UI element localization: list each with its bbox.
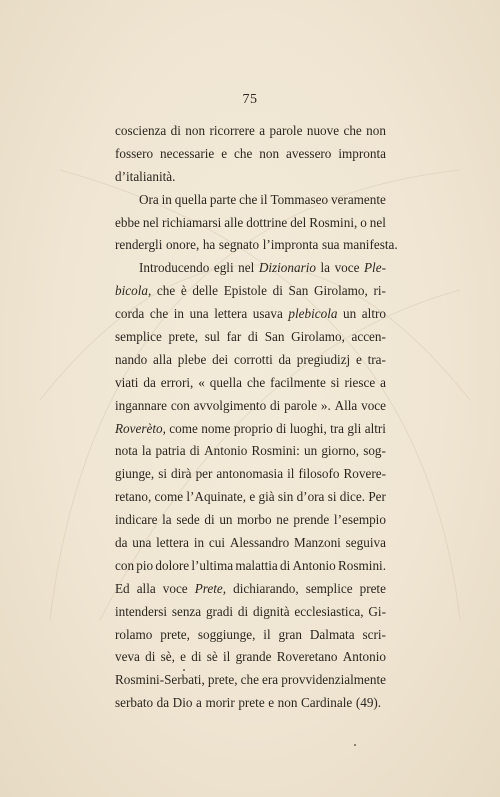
word: giunge, xyxy=(115,466,155,482)
word: luoghi, xyxy=(289,420,327,436)
word: avessero xyxy=(286,145,332,161)
word: voce xyxy=(334,260,360,276)
word: si xyxy=(330,374,340,390)
word: di xyxy=(247,329,259,345)
word: pregiudizj xyxy=(296,351,351,367)
word: che xyxy=(149,306,169,322)
word: ». xyxy=(320,397,331,413)
word: ecclesiastica, xyxy=(294,603,364,619)
text-line xyxy=(115,212,386,235)
word: parole xyxy=(269,123,303,138)
word: dei xyxy=(212,351,229,367)
word: a xyxy=(259,123,266,138)
word: plebe xyxy=(177,351,207,367)
word: giorno, xyxy=(321,443,360,459)
text-line xyxy=(115,601,386,624)
word: retano, xyxy=(115,489,152,505)
text-line xyxy=(115,120,386,143)
word: ricorrere xyxy=(209,123,255,138)
text-line xyxy=(115,166,386,189)
word: bicola, xyxy=(115,283,152,299)
word: grande xyxy=(235,649,272,665)
text-line xyxy=(115,440,386,463)
word: come xyxy=(154,489,184,505)
word: una xyxy=(189,306,209,322)
text-line xyxy=(115,349,386,372)
word: Antonio xyxy=(342,649,386,665)
word: altri xyxy=(364,420,386,436)
word: nel xyxy=(142,214,159,230)
word: malattia xyxy=(235,557,278,573)
text-line xyxy=(115,646,386,669)
word: non xyxy=(277,695,298,711)
word: egli xyxy=(213,260,234,276)
word: facilmente xyxy=(270,374,326,390)
word: senza xyxy=(171,603,202,619)
word: prete, xyxy=(160,626,190,642)
word: non xyxy=(185,123,206,138)
ink-speck xyxy=(183,669,185,671)
word: intendersi xyxy=(115,603,168,619)
word: con xyxy=(170,397,190,413)
word: gli xyxy=(347,420,362,436)
word: o xyxy=(360,214,367,230)
word: voce xyxy=(162,580,188,596)
word: la xyxy=(162,512,172,528)
word: a xyxy=(196,695,202,711)
word: nome xyxy=(201,420,231,436)
text-line xyxy=(115,509,386,532)
word: Epistole xyxy=(223,283,267,299)
word: ri- xyxy=(373,283,386,299)
word: una xyxy=(132,535,152,551)
word: necessarie xyxy=(160,145,215,161)
word: Ple- xyxy=(364,260,386,276)
word: Rosmini, xyxy=(309,214,358,230)
word: e xyxy=(180,649,187,665)
word: voce xyxy=(361,397,386,413)
word: corrotti xyxy=(233,351,273,367)
word: lettera xyxy=(214,306,248,322)
word: ebbe xyxy=(115,214,140,230)
word: Introducendo xyxy=(139,260,210,276)
word: serbato xyxy=(115,695,154,711)
word: con xyxy=(115,557,135,573)
word: parole xyxy=(284,397,318,413)
word: accen- xyxy=(351,329,386,345)
word: di xyxy=(170,123,181,138)
word: tra- xyxy=(367,351,386,367)
word: Dio xyxy=(172,695,193,711)
text-line xyxy=(115,303,386,326)
word: l’esempio xyxy=(333,512,386,528)
text-line xyxy=(115,624,386,647)
text-line xyxy=(115,418,386,441)
word: Prete, xyxy=(194,580,227,596)
word: di xyxy=(191,649,202,665)
word: di xyxy=(189,443,200,459)
text-line xyxy=(115,532,386,555)
word: era xyxy=(262,672,279,688)
word: avvolgimento xyxy=(193,397,267,413)
word: Tommaseo xyxy=(270,191,329,207)
word: prete, xyxy=(207,672,238,688)
word: per xyxy=(195,466,213,482)
word: Dalmata xyxy=(309,626,355,642)
word: di xyxy=(276,420,287,436)
word: che xyxy=(156,283,176,299)
word: in xyxy=(173,306,185,322)
word: prete xyxy=(359,580,386,596)
text-line xyxy=(115,395,386,418)
word: veramente xyxy=(330,191,386,207)
word: la xyxy=(320,260,331,276)
word: dottrine xyxy=(246,214,288,230)
word: e xyxy=(221,145,228,161)
word: Roverèto, xyxy=(115,420,166,436)
text-line xyxy=(115,234,398,257)
text-line xyxy=(115,486,386,509)
word: proprio xyxy=(233,420,273,436)
word: pio xyxy=(136,557,154,573)
word: si xyxy=(158,466,168,482)
word: che xyxy=(246,374,266,390)
word: San xyxy=(288,283,309,299)
word: a xyxy=(380,374,386,390)
text-line xyxy=(115,578,386,601)
word: si xyxy=(327,489,337,505)
word: soggiunge, xyxy=(197,626,256,642)
word: quella xyxy=(174,191,207,207)
text-line xyxy=(115,280,386,303)
word: semplice xyxy=(115,329,162,345)
word: che xyxy=(343,123,362,138)
word: e xyxy=(355,351,362,367)
word: cui xyxy=(208,535,226,551)
word: alle xyxy=(224,214,244,230)
word: corda xyxy=(115,306,145,322)
word: di xyxy=(270,397,281,413)
word: nota xyxy=(115,443,138,459)
word: del xyxy=(290,214,307,230)
word: rolamo xyxy=(115,626,153,642)
text-line xyxy=(115,372,386,395)
word: da xyxy=(278,351,291,367)
word: l’Aquinate, xyxy=(186,489,247,505)
word: San xyxy=(264,329,285,345)
text-line xyxy=(115,326,386,349)
word: coscienza xyxy=(115,123,167,138)
word: Gi- xyxy=(368,603,386,619)
word: tra xyxy=(330,420,345,436)
word: sede xyxy=(176,512,200,528)
word: fossero xyxy=(115,145,154,161)
word: alla xyxy=(136,580,156,596)
word: provvidenzialmente xyxy=(281,672,386,688)
word: ne xyxy=(276,512,289,528)
word: « xyxy=(198,374,205,390)
word: d’italianità. xyxy=(115,168,176,184)
word: filosofo xyxy=(298,466,340,482)
word: Roveretano xyxy=(276,649,338,665)
word: rendergli xyxy=(115,237,163,253)
word: da xyxy=(156,695,170,711)
word: la xyxy=(141,443,152,459)
word: sè xyxy=(206,649,218,665)
word: il xyxy=(260,191,268,207)
word: l’ultima xyxy=(191,557,234,573)
word: sè, xyxy=(160,649,175,665)
word: segnato xyxy=(218,237,260,253)
word: sua xyxy=(321,237,340,253)
word: semplice xyxy=(305,580,353,596)
word: il xyxy=(223,649,231,665)
word: già xyxy=(258,489,275,505)
word: un xyxy=(343,306,357,322)
word: non xyxy=(259,145,280,161)
word: l’impronta xyxy=(262,237,319,253)
word: prende xyxy=(293,512,330,528)
word: e xyxy=(249,489,256,505)
word: morir xyxy=(205,695,235,711)
word: che xyxy=(234,145,253,161)
word: Rosmini-Serbati, xyxy=(115,672,205,688)
word: gran xyxy=(278,626,302,642)
word: da xyxy=(115,535,128,551)
word: sog- xyxy=(363,443,386,459)
word: sin xyxy=(277,489,294,505)
word: Rosmini: xyxy=(251,443,300,459)
text-line xyxy=(115,189,386,212)
word: è xyxy=(180,283,187,299)
word: morbo xyxy=(237,512,272,528)
word: prete, xyxy=(168,329,199,345)
text-line xyxy=(115,669,386,692)
word: Ora xyxy=(139,191,159,207)
word: Alessandro xyxy=(229,535,290,551)
word: dice. xyxy=(339,489,366,505)
word: Girolamo, xyxy=(313,283,368,299)
word: veva xyxy=(115,649,140,665)
word: sul xyxy=(204,329,221,345)
word: manifesta. xyxy=(343,237,398,253)
word: di xyxy=(145,649,156,665)
word: richiamarsi xyxy=(161,214,222,230)
word: come xyxy=(169,420,198,436)
word: Manzoni xyxy=(293,535,341,551)
text-line xyxy=(115,463,386,486)
word: nando xyxy=(115,351,148,367)
text-line xyxy=(115,692,386,715)
word: Rosmini. xyxy=(338,557,386,573)
ink-speck xyxy=(354,744,356,746)
word: parte xyxy=(209,191,237,207)
word: plebicola xyxy=(288,306,338,322)
word: Antonio xyxy=(204,443,248,459)
word: antonomasia xyxy=(216,466,284,482)
word: Girolamo, xyxy=(291,329,345,345)
word: dirà xyxy=(171,466,192,482)
word: viati xyxy=(115,374,139,390)
word: che xyxy=(239,191,258,207)
text-line xyxy=(115,143,386,166)
word: dignità xyxy=(252,603,290,619)
word: (49). xyxy=(355,695,382,711)
word: nel xyxy=(369,214,386,230)
word: dichiarando, xyxy=(233,580,299,596)
word: da xyxy=(143,374,156,390)
word: il xyxy=(263,626,271,642)
word: Rovere- xyxy=(343,466,386,482)
word: di xyxy=(237,603,249,619)
word: di xyxy=(204,512,215,528)
word: far xyxy=(226,329,242,345)
word: e xyxy=(268,695,275,711)
word: che xyxy=(240,672,259,688)
word: seguiva xyxy=(345,535,386,551)
text-line xyxy=(115,257,386,280)
word: Alla xyxy=(334,397,358,413)
word: Ed xyxy=(115,580,130,596)
word: usava xyxy=(252,306,283,322)
word: delle xyxy=(192,283,219,299)
word: Dizionario xyxy=(258,260,316,276)
word: in xyxy=(161,191,172,207)
word: riesce xyxy=(344,374,376,390)
word: nuove xyxy=(306,123,340,138)
word: onore, xyxy=(165,237,200,253)
page-number: 75 xyxy=(242,92,258,107)
word: nel xyxy=(238,260,255,276)
word: dolore xyxy=(155,557,190,573)
word: in xyxy=(193,535,205,551)
word: altro xyxy=(361,306,386,322)
word: impronta xyxy=(338,145,386,161)
word: indicare xyxy=(115,512,158,528)
body-text xyxy=(115,120,398,715)
word: prete xyxy=(238,695,265,711)
word: d’ora xyxy=(296,489,325,505)
word: ha xyxy=(202,237,216,253)
word: il xyxy=(287,466,295,482)
word: scri- xyxy=(362,626,386,642)
word: un xyxy=(304,443,318,459)
word: ingannare xyxy=(115,397,167,413)
word: gradi xyxy=(205,603,234,619)
word: patria xyxy=(155,443,186,459)
word: di xyxy=(280,557,291,573)
text-line xyxy=(115,555,386,578)
word: errori, xyxy=(160,374,194,390)
word: non xyxy=(366,123,386,138)
word: di xyxy=(272,283,283,299)
word: Antonio xyxy=(292,557,336,573)
word: alla xyxy=(152,351,173,367)
word: lettera xyxy=(156,535,190,551)
word: quella xyxy=(209,374,243,390)
word: Per xyxy=(368,489,386,505)
word: Cardinale xyxy=(301,695,353,711)
word: un xyxy=(219,512,233,528)
